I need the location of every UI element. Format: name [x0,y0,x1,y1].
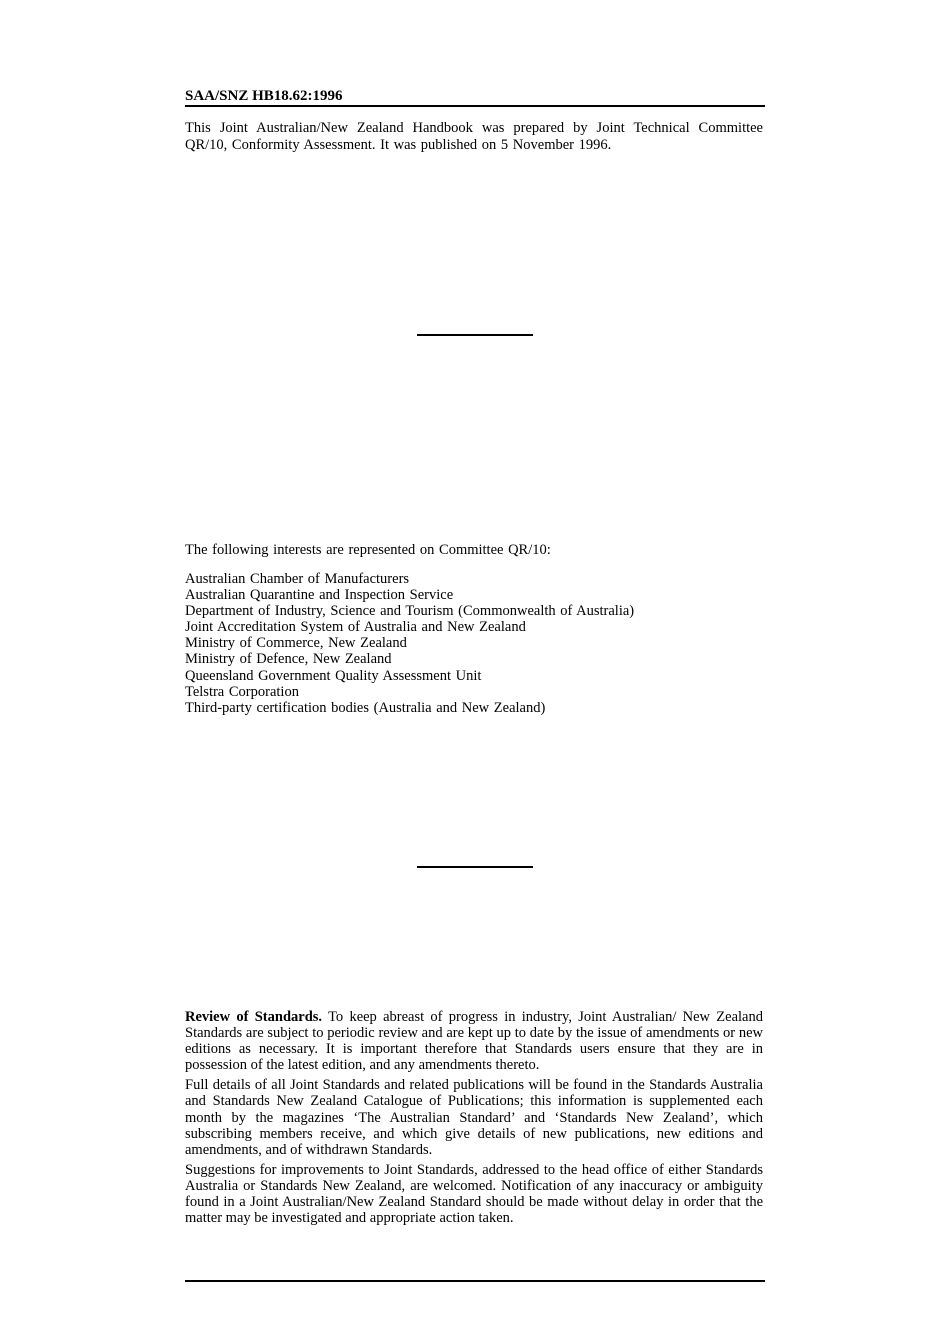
publication-note: This Joint Australian/New Zealand Handbook was prepared by Joint Technical Committee QR/10, Conformity Assessment. It was published on 5 November 1996. [185,120,763,153]
interest-item: Telstra Corporation [185,683,299,700]
footer-rule [185,1280,765,1282]
review-paragraph [185,1009,763,1073]
header-rule [185,105,765,107]
interest-item: Australian Quarantine and Inspection Service [185,587,454,604]
review-paragraph: Suggestions for improvements to Joint Standards, addressed to the head office of either Standards Australia or Standards New Zealand, are welcomed. Notification of any inaccuracy or ambiguity found in a Joint Australian/New Zealand Standard should be made without delay in order that the matter may be investigated and appropriate action taken. [185,1161,763,1227]
review-text: To keep abreast of progress in industry, Joint Australian/ New Zealand Standards are subject to periodic review and are kept up to date by the issue of amendments or new editions as necessary. It is important therefore that Standards users ensure that they are in possession of the latest edition, and any amendments thereto. [185,1009,763,1074]
interest-item: Ministry of Defence, New Zealand [185,651,392,668]
interest-item: Ministry of Commerce, New Zealand [185,635,407,652]
section-divider [417,866,533,868]
interest-item: Queensland Government Quality Assessment Unit [185,667,482,684]
interests-list [185,571,634,716]
section-divider [417,334,533,336]
review-lead: Review of Standards. [185,1009,323,1025]
review-paragraph: Full details of all Joint Standards and related publications will be found in the Standards Australia and Standards New Zealand Catalogue of Publications; this information is supplemented each month by the magazines ‘The Australian Standard’ and ‘Standards New Zealand’, which subscribing members receive, and which give details of new publications, new editions and amendments, and of withdrawn Standards. [185,1077,763,1158]
interest-item: Australian Chamber of Manufacturers [185,571,410,587]
document-code: SAA/SNZ HB18.62:1996 [185,88,343,104]
review-of-standards [185,1009,763,1230]
interest-item: Department of Industry, Science and Tourism (Commonwealth of Australia) [185,603,635,620]
interest-item: Joint Accreditation System of Australia and New Zealand [185,619,526,636]
interests-heading: The following interests are represented on Committee QR/10: [185,542,551,558]
interest-item: Third-party certification bodies (Australia and New Zealand) [185,699,546,716]
